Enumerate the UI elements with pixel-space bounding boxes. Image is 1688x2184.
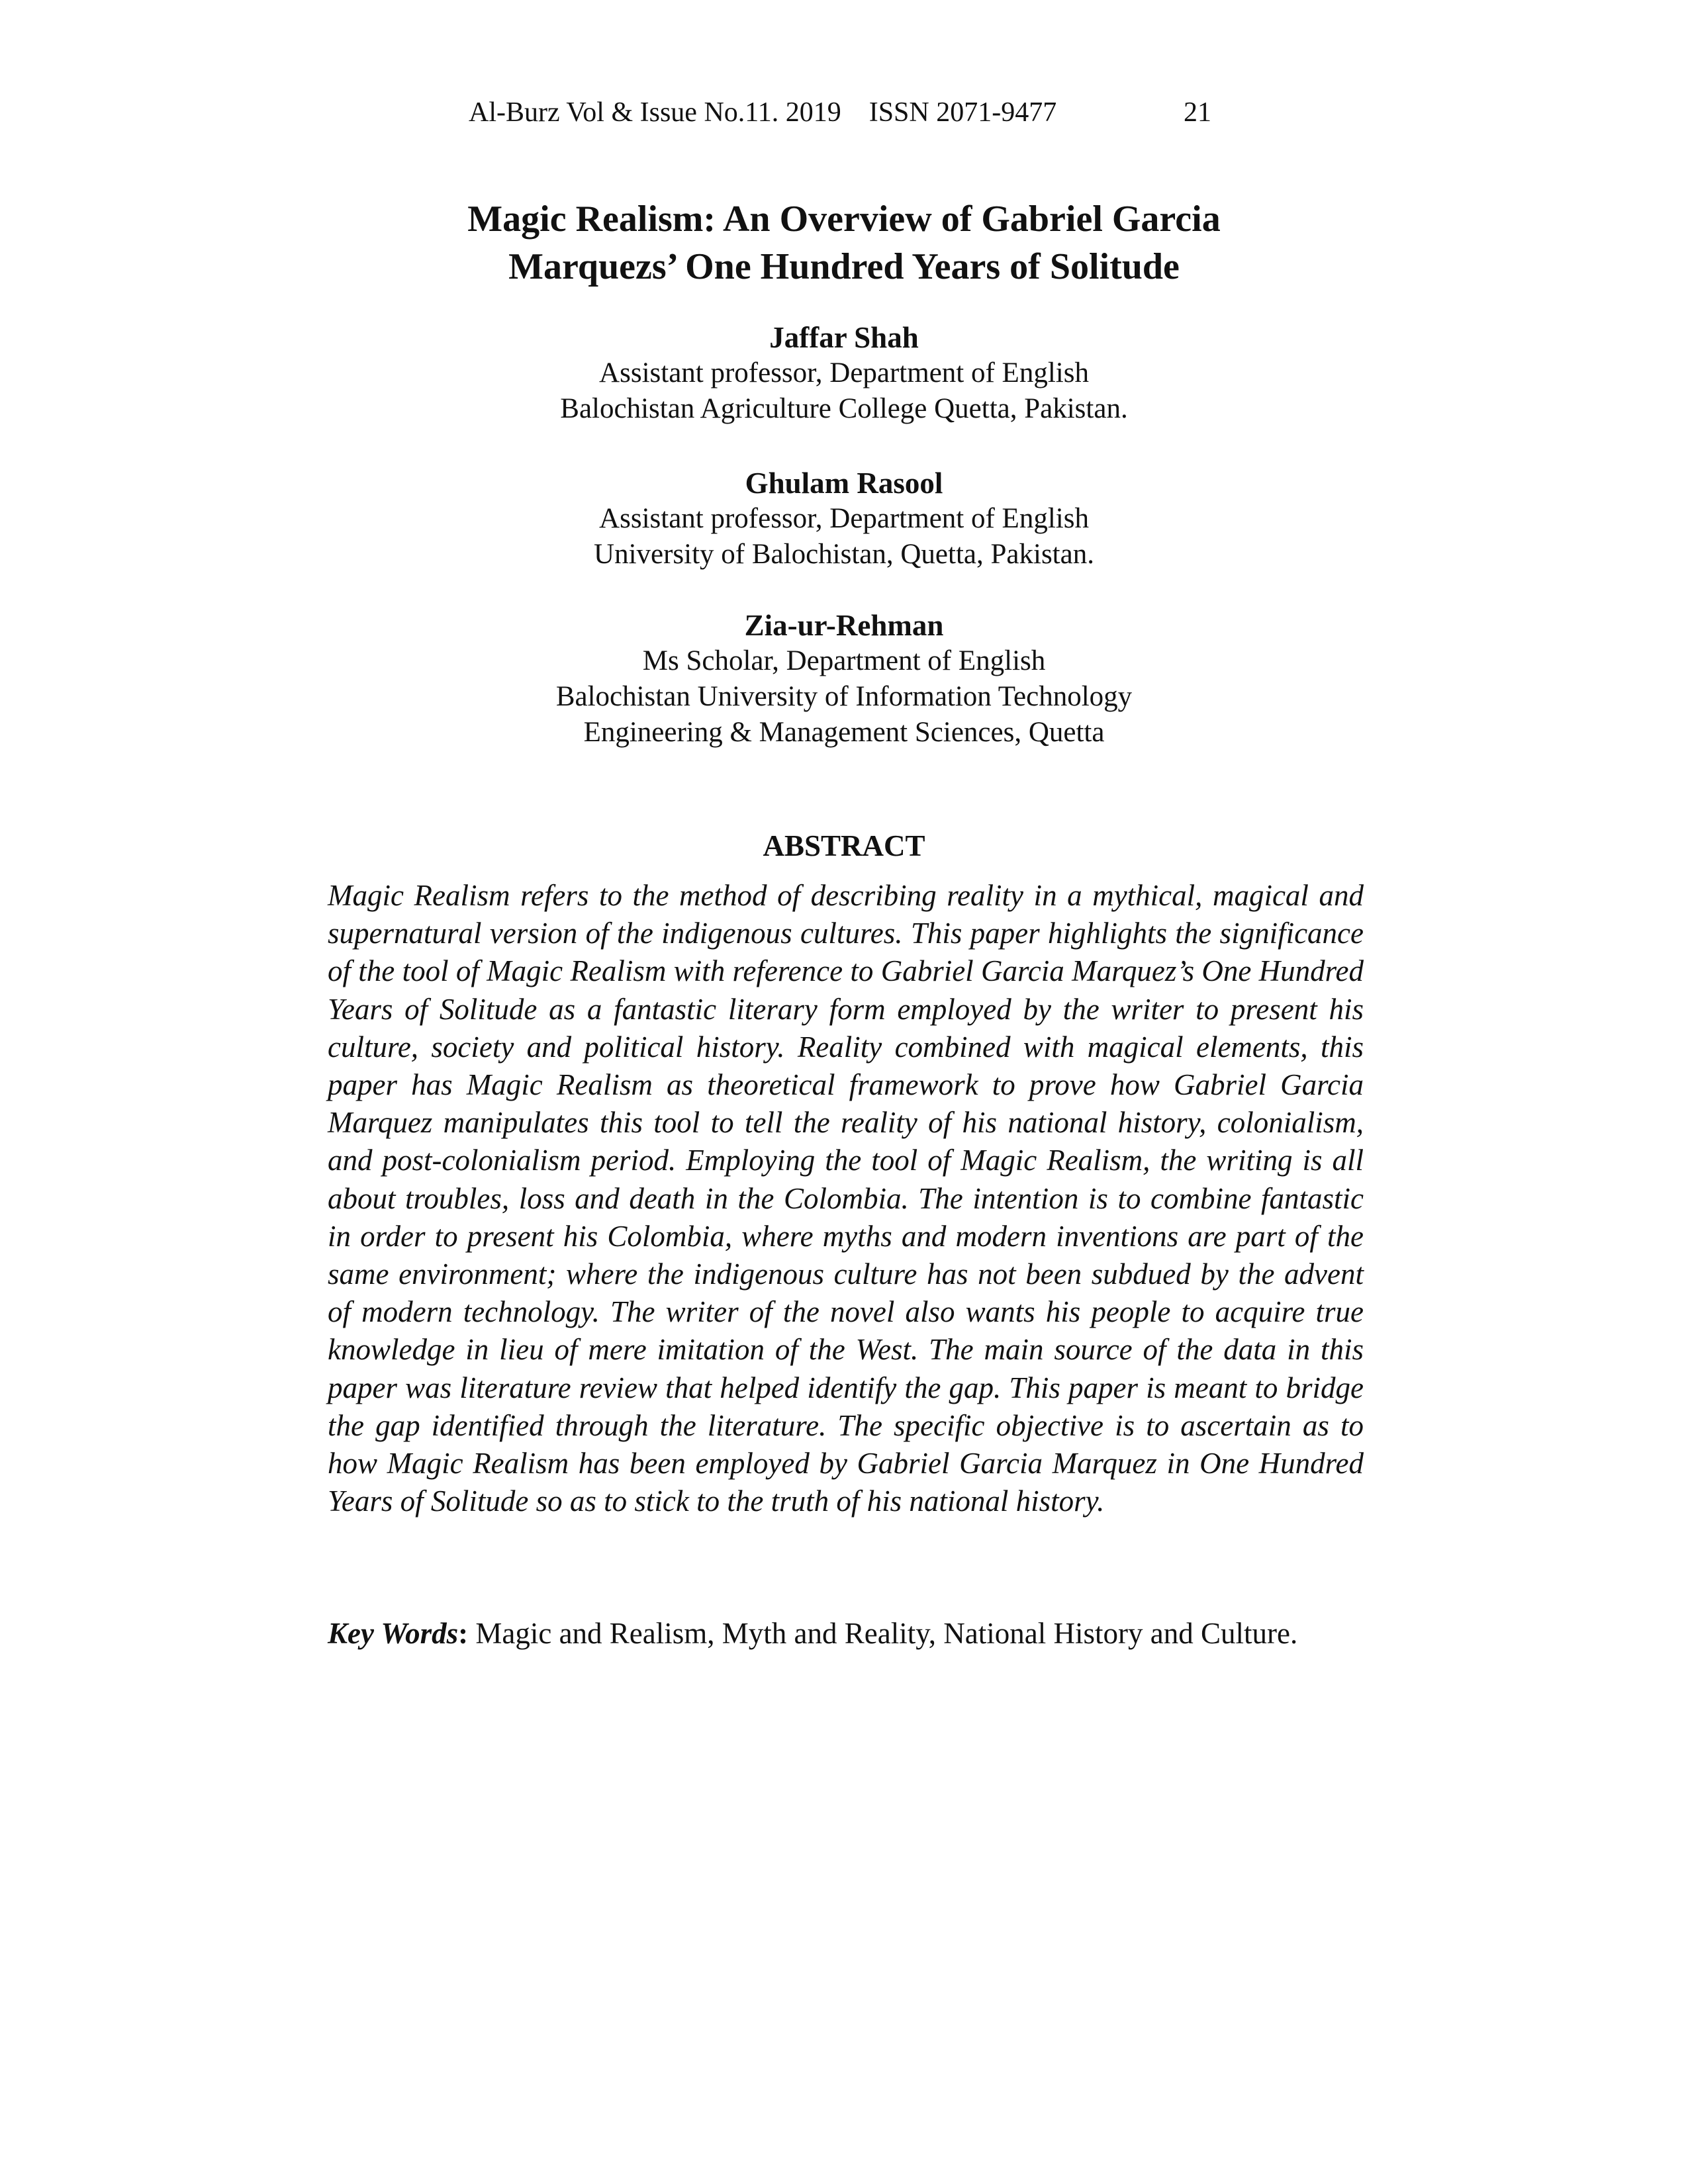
page-number: 21 (1184, 97, 1211, 128)
keywords-text: Magic and Realism, Myth and Reality, National History and Culture. (468, 1617, 1298, 1650)
title-line-1: Magic Realism: An Overview of Gabriel Garcia (467, 199, 1221, 240)
author-affiliation-line: Balochistan University of Information Technology (555, 681, 1133, 712)
author-name: Zia-ur-Rehman (744, 609, 944, 642)
author-affiliation-line: Ms Scholar, Department of English (642, 645, 1046, 676)
author-affiliation-line: Engineering & Management Sciences, Quetta (583, 717, 1105, 748)
keywords (328, 1615, 1364, 1653)
paper-title (314, 195, 1374, 291)
author-affiliation-line: Balochistan Agriculture College Quetta, Pakistan. (560, 393, 1128, 424)
author-affiliation-line: University of Balochistan, Quetta, Pakistan. (594, 539, 1094, 570)
abstract-heading: ABSTRACT (763, 829, 925, 862)
keywords-colon: : (458, 1617, 469, 1650)
author-block-1 (314, 320, 1374, 427)
running-header (0, 93, 1688, 132)
abstract-text: Magic Realism refers to the method of describing reality in a mythical, magical and supernatural version of the indigenous cultures. This paper highlights the significance of the tool of Magic Realism with reference to Gabriel Garcia Marquez’s One Hundred Years of Solitude as a fantastic literary form employed by the writer to present his culture, society and political history. Reality combined with magical elements, this paper has Magic Realism as theoretical framework to prove how Gabriel Garcia Marquez manipulates this tool to tell the reality of his national history, colonialism, and post-colonialism period. Employing the tool of Magic Realism, the writing is all about troubles, loss and death in the Colombia. The intention is to combine fantastic in order to present his Colombia, where myths and modern inventions are part of the same environment; where the indigenous culture has not been subdued by the advent of modern technology. The writer of the novel also wants his people to acquire true knowledge in lieu of mere imitation of the West. The main source of the data in this paper was literature review that helped identify the gap. This paper is meant to bridge the gap identified through the literature. The specific objective is to ascertain as to how Magic Realism has been employed by Gabriel Garcia Marquez in One Hundred Years of Solitude so as to stick to the truth of his national history. (328, 879, 1364, 1518)
author-block-3 (314, 608, 1374, 751)
author-name: Ghulam Rasool (745, 467, 943, 500)
author-affiliation-line: Assistant professor, Department of English (599, 357, 1089, 388)
title-line-2: Marquezs’ One Hundred Years of Solitude (508, 246, 1180, 287)
author-block-2 (314, 465, 1374, 572)
author-affiliation-line: Assistant professor, Department of English (599, 503, 1089, 534)
keywords-label: Key Words (328, 1617, 459, 1650)
author-name: Jaffar Shah (769, 321, 919, 354)
journal-citation: Al-Burz Vol & Issue No.11. 2019 ISSN 2071-9477 (469, 97, 1057, 128)
